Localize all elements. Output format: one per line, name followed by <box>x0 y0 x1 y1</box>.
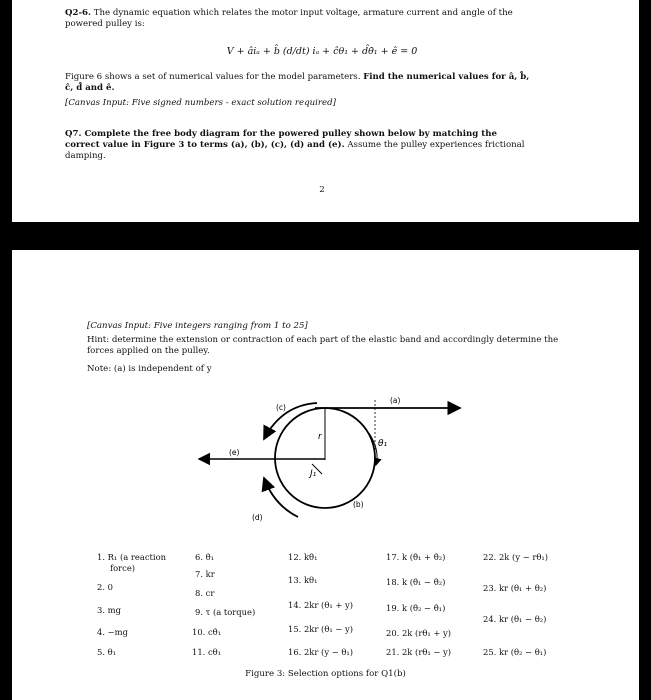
q26-equation: V + âiₐ + b̂ (d/dt) iₐ + ĉθ₁ + d̂θ̇₁ + ê = 0 <box>226 46 418 57</box>
option-2: 2. 0 <box>97 582 113 592</box>
option-22: 22. 2k (y − rθ₁) <box>483 552 549 562</box>
option-5: 5. θ₁ <box>97 647 117 657</box>
label-c: (c) <box>276 403 286 412</box>
free-body-diagram <box>12 250 639 550</box>
option-10: 10. cθ̇₁ <box>192 627 222 637</box>
q26-figure-line2: ĉ, d̂ and ê. <box>65 83 115 93</box>
option-11: 11. cθ₁ <box>192 647 222 657</box>
q26-figure-text <box>65 72 610 94</box>
q7-line2-rest: Assume the pulley experiences frictional <box>344 140 525 150</box>
q7-line1: Q7. Complete the free body diagram for the powered pulley shown below by matching the <box>65 129 497 139</box>
option-1-cont: force) <box>110 563 136 573</box>
option-16: 16. 2kr (y − θ₁) <box>288 647 354 657</box>
q26-intro-line1: The dynamic equation which relates the motor input voltage, armature current and angle of the <box>93 8 513 18</box>
option-21: 21. 2k (rθ₁ − y) <box>386 647 452 657</box>
page-top <box>12 0 639 222</box>
option-6: 6. θ̇₁ <box>195 552 215 562</box>
option-9: 9. τ (a torque) <box>195 607 256 617</box>
page2-note: Note: (a) is independent of y <box>87 364 212 374</box>
q26-figure-line1b: Find the numerical values for â, b̂, <box>363 72 530 82</box>
page-number: 2 <box>319 185 325 195</box>
label-a: (a) <box>390 396 401 405</box>
label-b: (b) <box>353 500 364 509</box>
option-7: 7. kr <box>195 569 215 579</box>
label-e: (e) <box>229 448 240 457</box>
figure-caption: Figure 3: Selection options for Q1(b) <box>245 669 406 679</box>
option-8: 8. cr <box>195 588 215 598</box>
option-19: 19. k (θ̇₂ − θ̇₁) <box>386 603 446 613</box>
q26-canvas-input: [Canvas Input: Five signed numbers - exact solution required] <box>65 98 336 108</box>
q26-intro-line2: powered pulley is: <box>65 19 145 29</box>
page-bottom <box>12 250 639 700</box>
page2-canvas-input: [Canvas Input: Five integers ranging from 1 to 25] <box>87 321 308 331</box>
option-1: 1. R₁ (a reaction <box>97 552 167 562</box>
option-24: 24. kr (θ₁ − θ₂) <box>483 614 547 624</box>
option-20: 20. 2k (rθ₁ + y) <box>386 628 452 638</box>
q26-intro <box>65 8 605 30</box>
option-18: 18. k (θ̇₁ − θ̇₂) <box>386 577 446 587</box>
label-r: r <box>318 432 322 442</box>
label-theta: θ₁ <box>378 439 388 449</box>
option-17: 17. k (θ̇₁ + θ̇₂) <box>386 552 446 562</box>
option-13: 13. kθ₁ <box>288 575 318 585</box>
option-3: 3. mg <box>97 605 121 615</box>
q26-heading: Q2-6. <box>65 8 92 18</box>
q7-line2-bold: correct value in Figure 3 to terms (a), (b), (c), (d) and (e). <box>65 140 345 150</box>
page2-hint-line2: forces applied on the pulley. <box>87 346 210 356</box>
option-23: 23. kr (θ₁ + θ₂) <box>483 583 547 593</box>
q26-figure-line1a: Figure 6 shows a set of numerical values for the model parameters. <box>65 72 364 82</box>
option-14: 14. 2kr (θ₁ + y) <box>288 600 354 610</box>
label-j: J₁ <box>310 469 317 479</box>
option-25: 25. kr (θ₂ − θ₁) <box>483 647 547 657</box>
option-12: 12. kθ̇₁ <box>288 552 318 562</box>
q7-text <box>65 129 610 162</box>
option-15: 15. 2kr (θ₁ − y) <box>288 624 354 634</box>
page2-hint-line1: Hint: determine the extension or contraction of each part of the elastic band and accordingly determine the <box>87 335 559 345</box>
label-d: (d) <box>252 513 263 522</box>
q7-line3: damping. <box>65 151 106 161</box>
option-4: 4. −mg <box>97 627 128 637</box>
